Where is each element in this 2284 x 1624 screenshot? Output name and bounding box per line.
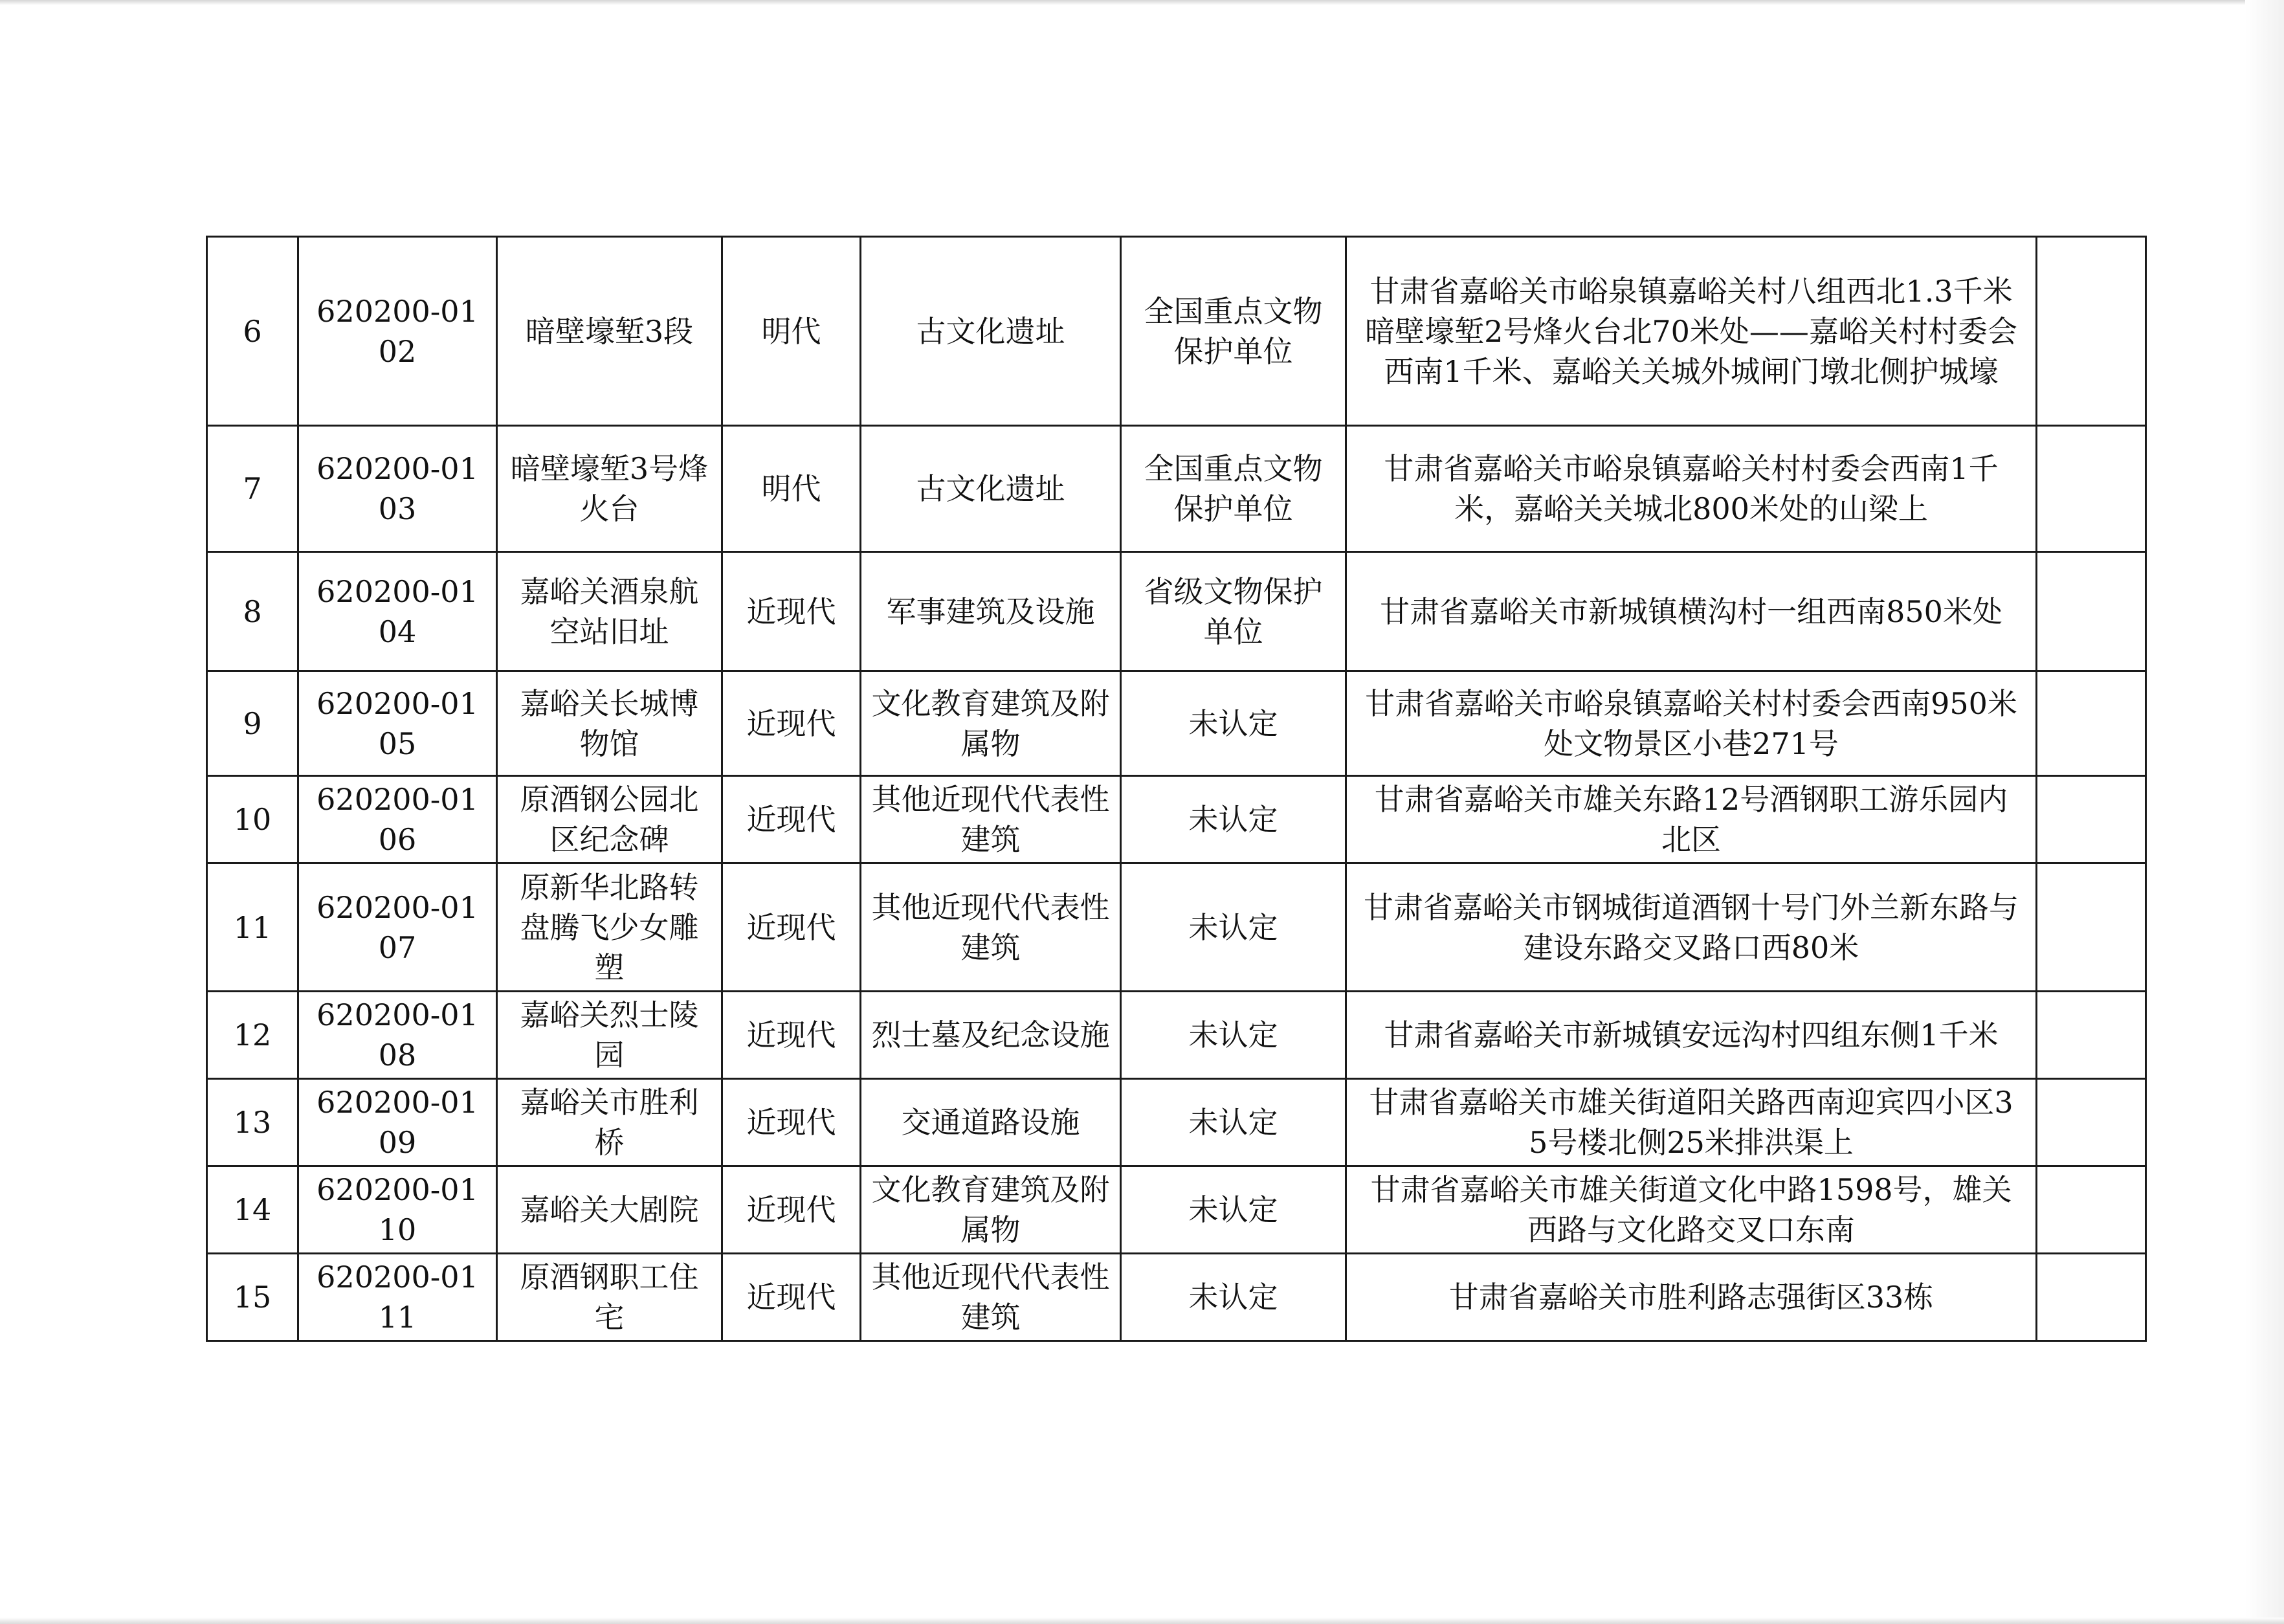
cell-era: 明代: [722, 426, 861, 552]
cell-category: 其他近现代代表性建筑: [861, 1254, 1121, 1341]
cell-note: [2037, 1079, 2146, 1166]
cell-note: [2037, 992, 2146, 1079]
cell-protection-level: 未认定: [1121, 1166, 1346, 1254]
page-edge-bottom: [0, 1618, 2284, 1624]
table-row: [207, 671, 2146, 776]
cell-location: 甘肃省嘉峪关市雄关街道阳关路西南迎宾四小区35号楼北侧25米排洪渠上: [1346, 1079, 2037, 1166]
page-edge-right: [2245, 0, 2284, 1624]
cell-serial-number: 13: [207, 1079, 298, 1166]
table-body: [207, 237, 2146, 1341]
cell-site-code: 620200-0103: [298, 426, 497, 552]
cell-serial-number: 14: [207, 1166, 298, 1254]
cell-location: 甘肃省嘉峪关市新城镇安远沟村四组东侧1千米: [1346, 992, 2037, 1079]
cell-serial-number: 12: [207, 992, 298, 1079]
cell-protection-level: 全国重点文物保护单位: [1121, 426, 1346, 552]
cell-site-code: 620200-0111: [298, 1254, 497, 1341]
cell-site-code: 620200-0104: [298, 552, 497, 671]
table-row: [207, 1166, 2146, 1254]
cell-era: 近现代: [722, 671, 861, 776]
table-row: [207, 1079, 2146, 1166]
cell-site-name: 嘉峪关市胜利桥: [497, 1079, 722, 1166]
cell-protection-level: 全国重点文物保护单位: [1121, 237, 1346, 426]
cell-site-name: 原新华北路转盘腾飞少女雕塑: [497, 863, 722, 992]
table-row: [207, 1254, 2146, 1341]
cell-note: [2037, 426, 2146, 552]
page-edge-top: [0, 0, 2284, 5]
cell-site-code: 620200-0105: [298, 671, 497, 776]
cell-site-name: 嘉峪关长城博物馆: [497, 671, 722, 776]
cell-era: 明代: [722, 237, 861, 426]
cell-note: [2037, 776, 2146, 863]
cell-site-name: 暗壁壕堑3段: [497, 237, 722, 426]
cell-note: [2037, 552, 2146, 671]
cell-note: [2037, 237, 2146, 426]
cell-note: [2037, 1166, 2146, 1254]
cell-era: 近现代: [722, 552, 861, 671]
cell-era: 近现代: [722, 992, 861, 1079]
cell-era: 近现代: [722, 1254, 861, 1341]
cell-protection-level: 未认定: [1121, 992, 1346, 1079]
cell-category: 文化教育建筑及附属物: [861, 1166, 1121, 1254]
table-row: [207, 237, 2146, 426]
cell-serial-number: 15: [207, 1254, 298, 1341]
cell-site-name: 嘉峪关酒泉航空站旧址: [497, 552, 722, 671]
heritage-site-table: [206, 236, 2147, 1342]
cell-category: 古文化遗址: [861, 237, 1121, 426]
cell-location: 甘肃省嘉峪关市雄关街道文化中路1598号，雄关西路与文化路交叉口东南: [1346, 1166, 2037, 1254]
table-row: [207, 992, 2146, 1079]
cell-protection-level: 未认定: [1121, 776, 1346, 863]
cell-note: [2037, 1254, 2146, 1341]
cell-location: 甘肃省嘉峪关市雄关东路12号酒钢职工游乐园内北区: [1346, 776, 2037, 863]
cell-era: 近现代: [722, 776, 861, 863]
cell-site-code: 620200-0109: [298, 1079, 497, 1166]
cell-protection-level: 未认定: [1121, 671, 1346, 776]
cell-protection-level: 省级文物保护单位: [1121, 552, 1346, 671]
cell-note: [2037, 671, 2146, 776]
cell-protection-level: 未认定: [1121, 1254, 1346, 1341]
cell-category: 其他近现代代表性建筑: [861, 863, 1121, 992]
cell-serial-number: 6: [207, 237, 298, 426]
cell-site-name: 原酒钢公园北区纪念碑: [497, 776, 722, 863]
cell-site-name: 嘉峪关烈士陵园: [497, 992, 722, 1079]
cell-note: [2037, 863, 2146, 992]
cell-site-code: 620200-0107: [298, 863, 497, 992]
cell-era: 近现代: [722, 863, 861, 992]
cell-protection-level: 未认定: [1121, 863, 1346, 992]
cell-category: 其他近现代代表性建筑: [861, 776, 1121, 863]
cell-site-name: 嘉峪关大剧院: [497, 1166, 722, 1254]
cell-category: 交通道路设施: [861, 1079, 1121, 1166]
cell-protection-level: 未认定: [1121, 1079, 1346, 1166]
cell-location: 甘肃省嘉峪关市新城镇横沟村一组西南850米处: [1346, 552, 2037, 671]
cell-site-name: 暗壁壕堑3号烽火台: [497, 426, 722, 552]
heritage-table-container: [206, 236, 2145, 1335]
table-row: [207, 552, 2146, 671]
cell-location: 甘肃省嘉峪关市峪泉镇嘉峪关村村委会西南1千米，嘉峪关关城北800米处的山梁上: [1346, 426, 2037, 552]
cell-serial-number: 7: [207, 426, 298, 552]
cell-location: 甘肃省嘉峪关市胜利路志强街区33栋: [1346, 1254, 2037, 1341]
cell-location: 甘肃省嘉峪关市峪泉镇嘉峪关村八组西北1.3千米暗壁壕堑2号烽火台北70米处——嘉峪关村村委会西南1千米、嘉峪关关城外城闸门墩北侧护城壕: [1346, 237, 2037, 426]
cell-category: 烈士墓及纪念设施: [861, 992, 1121, 1079]
cell-site-code: 620200-0106: [298, 776, 497, 863]
table-row: [207, 776, 2146, 863]
cell-location: 甘肃省嘉峪关市钢城街道酒钢十号门外兰新东路与建设东路交叉路口西80米: [1346, 863, 2037, 992]
cell-serial-number: 10: [207, 776, 298, 863]
cell-location: 甘肃省嘉峪关市峪泉镇嘉峪关村村委会西南950米处文物景区小巷271号: [1346, 671, 2037, 776]
cell-serial-number: 11: [207, 863, 298, 992]
cell-site-name: 原酒钢职工住宅: [497, 1254, 722, 1341]
table-row: [207, 426, 2146, 552]
cell-serial-number: 9: [207, 671, 298, 776]
cell-serial-number: 8: [207, 552, 298, 671]
cell-era: 近现代: [722, 1166, 861, 1254]
cell-category: 古文化遗址: [861, 426, 1121, 552]
cell-category: 文化教育建筑及附属物: [861, 671, 1121, 776]
table-row: [207, 863, 2146, 992]
cell-site-code: 620200-0110: [298, 1166, 497, 1254]
cell-site-code: 620200-0108: [298, 992, 497, 1079]
cell-era: 近现代: [722, 1079, 861, 1166]
cell-site-code: 620200-0102: [298, 237, 497, 426]
cell-category: 军事建筑及设施: [861, 552, 1121, 671]
